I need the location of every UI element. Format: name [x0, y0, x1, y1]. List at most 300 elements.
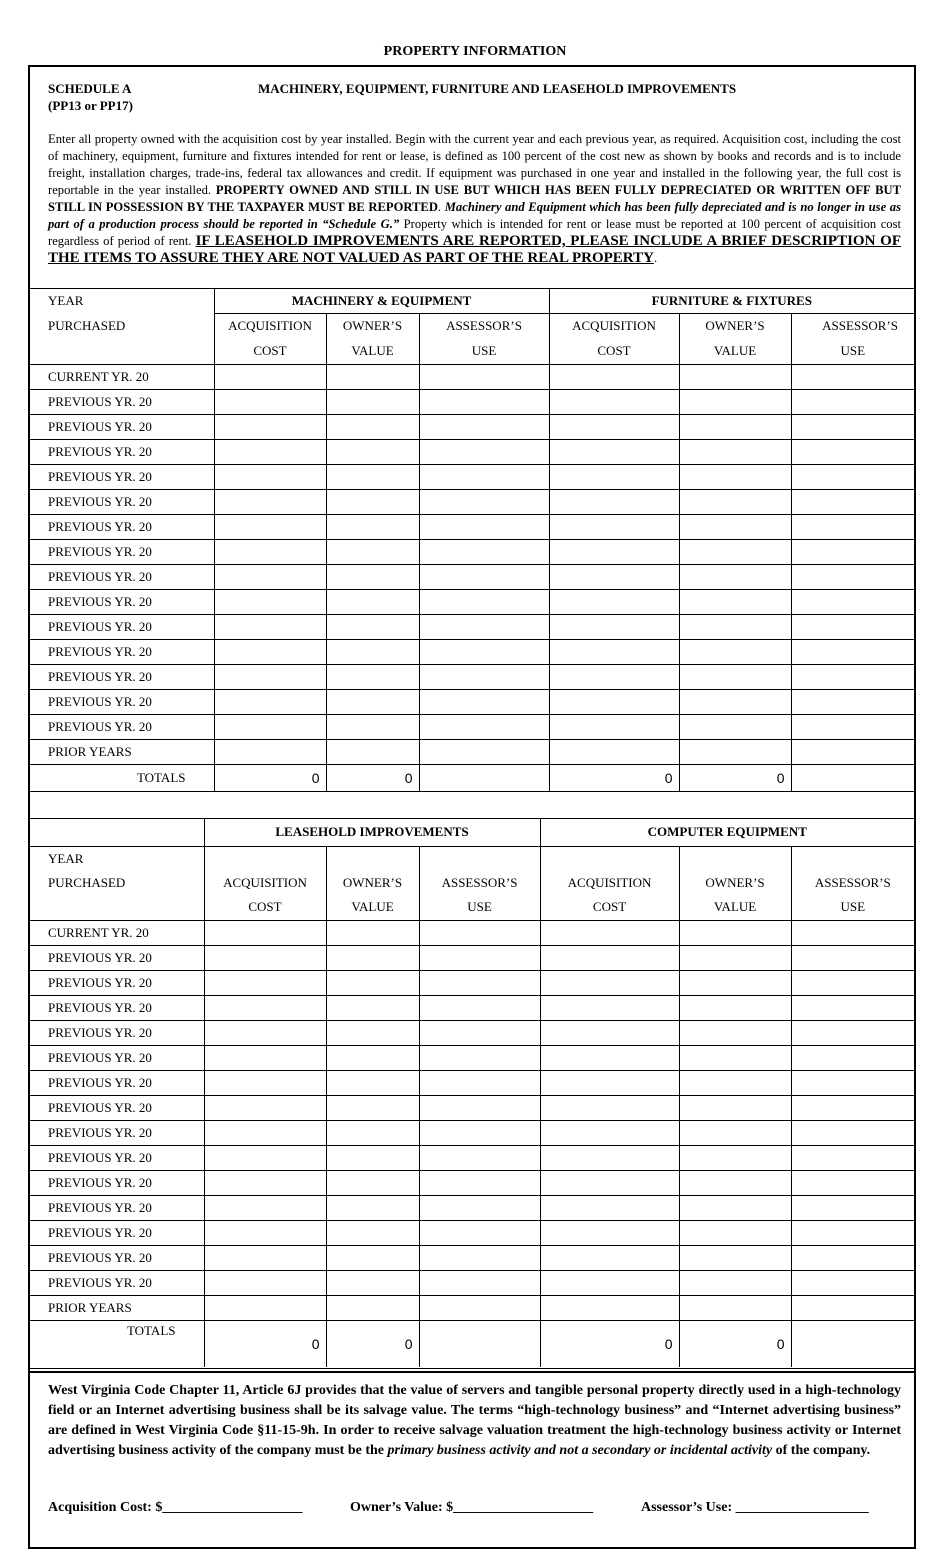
value-cell[interactable]	[679, 1271, 791, 1296]
value-cell[interactable]	[540, 1071, 679, 1096]
value-cell[interactable]	[549, 414, 679, 439]
value-cell[interactable]	[679, 439, 791, 464]
value-cell[interactable]	[679, 589, 791, 614]
year-header: YEAR	[48, 293, 84, 309]
value-cell[interactable]	[326, 946, 419, 971]
value-cell[interactable]	[679, 1021, 791, 1046]
value-cell[interactable]	[791, 514, 914, 539]
value-cell[interactable]	[204, 1246, 326, 1271]
value-cell[interactable]	[549, 639, 679, 664]
value-cell[interactable]	[204, 971, 326, 996]
ce-assessors-total[interactable]	[791, 1321, 914, 1367]
year-label: PREVIOUS YR. 20	[28, 1046, 204, 1071]
cost-header: COST	[214, 338, 326, 364]
value-cell[interactable]	[679, 921, 791, 946]
acquisition-header: ACQUISITION	[204, 871, 326, 895]
value-cell[interactable]	[791, 614, 914, 639]
table-row	[28, 514, 914, 539]
year-label: PREVIOUS YR. 20	[28, 489, 214, 514]
value-cell[interactable]	[204, 996, 326, 1021]
table-row	[28, 414, 914, 439]
value-cell[interactable]	[204, 946, 326, 971]
table-row	[28, 1221, 914, 1246]
year-label: PREVIOUS YR. 20	[28, 1121, 204, 1146]
year-label: PREVIOUS YR. 20	[28, 414, 214, 439]
totals-label: TOTALS	[28, 764, 214, 791]
ff-owners-total[interactable]: 0	[679, 764, 791, 791]
value-cell[interactable]	[679, 714, 791, 739]
ce-acquisition-total[interactable]: 0	[540, 1321, 679, 1367]
value-cell[interactable]	[679, 1046, 791, 1071]
value-cell[interactable]	[419, 1171, 540, 1196]
year-label: PREVIOUS YR. 20	[28, 714, 214, 739]
value-cell[interactable]	[791, 1221, 914, 1246]
value-cell[interactable]	[204, 1146, 326, 1171]
value-cell[interactable]	[679, 514, 791, 539]
value-cell[interactable]	[540, 971, 679, 996]
year-label: PREVIOUS YR. 20	[28, 689, 214, 714]
value-cell[interactable]	[419, 1021, 540, 1046]
instructions-text-1: Enter all property owned with the acquisition cost by year installed. Begin with the current year and each previous year, as required. Acquisition cost, including the cost of machinery, equipment, furniture and fixtures intended for rent or lease, is defined as 100 percent of the cost new as shown by books and records and is to include freight, installation charges, trade-ins, federal tax allowances and credit. If equipment was purchased in one year and installed in the following year, the full cost is reportable in the year installed.	[48, 132, 901, 197]
value-cell[interactable]	[204, 1121, 326, 1146]
value-cell[interactable]	[791, 1271, 914, 1296]
value-cell[interactable]	[679, 971, 791, 996]
cost-header: COST	[549, 338, 679, 364]
section-divider	[28, 1368, 914, 1369]
value-cell[interactable]	[326, 1121, 419, 1146]
value-cell[interactable]	[204, 1271, 326, 1296]
year-label: CURRENT YR. 20	[28, 921, 204, 946]
cost-header: COST	[540, 895, 679, 921]
page-title: PROPERTY INFORMATION	[383, 44, 567, 59]
value-cell[interactable]	[419, 714, 549, 739]
value-cell[interactable]	[214, 614, 326, 639]
value-cell[interactable]	[549, 564, 679, 589]
value-cell[interactable]	[419, 589, 549, 614]
value-cell[interactable]	[419, 946, 540, 971]
value-cell[interactable]	[326, 414, 419, 439]
value-cell[interactable]	[679, 414, 791, 439]
value-cell[interactable]	[791, 946, 914, 971]
wv-code-note	[48, 1381, 901, 1461]
year-label: PREVIOUS YR. 20	[28, 389, 214, 414]
value-cell[interactable]	[214, 364, 326, 389]
value-cell[interactable]	[791, 1146, 914, 1171]
value-cell[interactable]	[326, 1021, 419, 1046]
value-cell[interactable]	[214, 514, 326, 539]
value-cell[interactable]	[679, 946, 791, 971]
value-cell[interactable]	[791, 664, 914, 689]
value-cell[interactable]	[549, 489, 679, 514]
acquisition-cost-line[interactable]: Acquisition Cost: $____________________	[48, 1500, 303, 1515]
furniture-fixtures-header: FURNITURE & FIXTURES	[549, 289, 914, 314]
me-acquisition-total[interactable]: 0	[214, 764, 326, 791]
year-label: PREVIOUS YR. 20	[28, 946, 204, 971]
cost-header: COST	[204, 895, 326, 921]
year-label: PREVIOUS YR. 20	[28, 1246, 204, 1271]
value-cell[interactable]	[326, 1296, 419, 1321]
purchased-header: PURCHASED	[48, 317, 126, 333]
leasehold-computer-table	[28, 818, 914, 1367]
table-row	[28, 1271, 914, 1296]
ff-acquisition-total[interactable]: 0	[549, 764, 679, 791]
value-cell[interactable]	[419, 921, 540, 946]
wv-code-text: West Virginia Code Chapter 11, Article 6J provides that the value of servers and tangible personal property directly used in a high-technology field or an Internet advertising business shall be its salvage value. The terms “high-technology business” and “Internet advertising business” are defined in West Virginia Code §11-15-9h. In order to receive salvage valuation treatment the high-technology business activity or Internet advertising business activity of the company must be the	[48, 1383, 901, 1458]
value-cell[interactable]	[419, 739, 549, 764]
value-cell[interactable]	[540, 1021, 679, 1046]
value-cell[interactable]	[549, 614, 679, 639]
schedule-label-line2: (PP13 or PP17)	[48, 98, 133, 113]
value-cell[interactable]	[419, 389, 549, 414]
table-row	[28, 364, 914, 389]
table-row	[28, 1096, 914, 1121]
value-cell[interactable]	[326, 389, 419, 414]
value-cell[interactable]	[326, 971, 419, 996]
year-label: PREVIOUS YR. 20	[28, 1021, 204, 1046]
value-cell[interactable]	[419, 1271, 540, 1296]
value-cell[interactable]	[419, 1121, 540, 1146]
value-header: VALUE	[326, 338, 419, 364]
value-cell[interactable]	[791, 1071, 914, 1096]
value-cell[interactable]	[679, 1146, 791, 1171]
value-cell[interactable]	[326, 1221, 419, 1246]
value-cell[interactable]	[679, 1246, 791, 1271]
value-cell[interactable]	[326, 1171, 419, 1196]
me-owners-total[interactable]: 0	[326, 764, 419, 791]
value-cell[interactable]	[679, 1196, 791, 1221]
value-cell[interactable]	[791, 589, 914, 614]
value-cell[interactable]	[679, 1121, 791, 1146]
table-row	[28, 664, 914, 689]
value-cell[interactable]	[204, 1171, 326, 1196]
leasehold-improvements-header: LEASEHOLD IMPROVEMENTS	[204, 818, 540, 846]
value-cell[interactable]	[214, 589, 326, 614]
value-cell[interactable]	[540, 1171, 679, 1196]
year-label: PREVIOUS YR. 20	[28, 1271, 204, 1296]
value-cell[interactable]	[549, 739, 679, 764]
value-cell[interactable]	[791, 564, 914, 589]
value-cell[interactable]	[419, 1196, 540, 1221]
value-cell[interactable]	[549, 389, 679, 414]
value-cell[interactable]	[419, 664, 549, 689]
value-cell[interactable]	[549, 539, 679, 564]
value-cell[interactable]	[326, 439, 419, 464]
value-cell[interactable]	[419, 1296, 540, 1321]
value-cell[interactable]	[214, 689, 326, 714]
year-label: PRIOR YEARS	[28, 1296, 204, 1321]
value-cell[interactable]	[540, 996, 679, 1021]
value-cell[interactable]	[549, 664, 679, 689]
value-cell[interactable]	[326, 664, 419, 689]
value-cell[interactable]	[214, 439, 326, 464]
value-cell[interactable]	[791, 1171, 914, 1196]
value-cell[interactable]	[326, 364, 419, 389]
value-cell[interactable]	[326, 564, 419, 589]
year-header: YEAR	[48, 850, 84, 866]
value-cell[interactable]	[679, 664, 791, 689]
value-cell[interactable]	[549, 464, 679, 489]
totals-label: TOTALS	[126, 1323, 176, 1338]
year-label: PREVIOUS YR. 20	[28, 514, 214, 539]
value-cell[interactable]	[419, 364, 549, 389]
value-cell[interactable]	[419, 464, 549, 489]
value-cell[interactable]	[326, 921, 419, 946]
value-cell[interactable]	[791, 996, 914, 1021]
value-cell[interactable]	[326, 1046, 419, 1071]
value-cell[interactable]	[549, 364, 679, 389]
value-cell[interactable]	[214, 739, 326, 764]
value-cell[interactable]	[791, 1121, 914, 1146]
instructions-text-4: Property which is intended for rent or lease must be reported at 100 percent of acquisition cost regardless of period of rent.	[48, 217, 901, 248]
value-cell[interactable]	[204, 1046, 326, 1071]
year-label: CURRENT YR. 20	[28, 364, 214, 389]
year-label: PREVIOUS YR. 20	[28, 564, 214, 589]
value-cell[interactable]	[204, 1296, 326, 1321]
instructions-text-5-end: .	[653, 251, 658, 265]
value-cell[interactable]	[419, 1146, 540, 1171]
value-cell[interactable]	[326, 1246, 419, 1271]
value-cell[interactable]	[679, 739, 791, 764]
value-cell[interactable]	[540, 1296, 679, 1321]
value-cell[interactable]	[679, 689, 791, 714]
li-owners-total[interactable]: 0	[326, 1321, 419, 1367]
value-cell[interactable]	[679, 1071, 791, 1096]
value-cell[interactable]	[549, 439, 679, 464]
year-label: PREVIOUS YR. 20	[28, 1221, 204, 1246]
table-row	[28, 1121, 914, 1146]
value-cell[interactable]	[204, 1071, 326, 1096]
value-cell[interactable]	[419, 1246, 540, 1271]
instructions-text-3: Machinery and Equipment which has been fully depreciated and is no longer in use as part of a production process should be reported in “Schedule G.”	[48, 200, 902, 231]
value-cell[interactable]	[419, 539, 549, 564]
table-row	[28, 996, 914, 1021]
owners-value-line[interactable]: Owner’s Value: $____________________	[350, 1500, 594, 1515]
value-cell[interactable]	[791, 1296, 914, 1321]
value-cell[interactable]	[326, 1096, 419, 1121]
value-cell[interactable]	[679, 564, 791, 589]
year-label: PREVIOUS YR. 20	[28, 614, 214, 639]
table-row	[28, 564, 914, 589]
value-cell[interactable]	[419, 996, 540, 1021]
value-cell[interactable]	[419, 1221, 540, 1246]
value-cell[interactable]	[679, 364, 791, 389]
section-divider	[28, 1371, 914, 1373]
instructions-text-2: PROPERTY OWNED AND STILL IN USE BUT WHICH HAS BEEN FULLY DEPRECIATED OR WRITTEN OFF BUT STILL IN POSSESSION BY THE TAXPAYER MUST BE REPORTED	[48, 183, 901, 214]
value-cell[interactable]	[326, 996, 419, 1021]
value-cell[interactable]	[679, 1171, 791, 1196]
value-cell[interactable]	[419, 689, 549, 714]
schedule-title: MACHINERY, EQUIPMENT, FURNITURE AND LEASEHOLD IMPROVEMENTS	[258, 81, 737, 96]
value-cell[interactable]	[679, 614, 791, 639]
value-cell[interactable]	[419, 971, 540, 996]
year-label: PREVIOUS YR. 20	[28, 639, 214, 664]
li-assessors-total[interactable]	[419, 1321, 540, 1367]
value-cell[interactable]	[791, 921, 914, 946]
value-cell[interactable]	[791, 714, 914, 739]
table-row	[28, 589, 914, 614]
use-header: USE	[791, 338, 914, 364]
value-cell[interactable]	[419, 564, 549, 589]
use-header: USE	[791, 895, 914, 921]
value-cell[interactable]	[679, 489, 791, 514]
assessors-header: ASSESSOR’S	[791, 314, 914, 339]
value-cell[interactable]	[540, 1221, 679, 1246]
assessors-header: ASSESSOR’S	[419, 871, 540, 895]
use-header: USE	[419, 895, 540, 921]
value-cell[interactable]	[326, 1271, 419, 1296]
value-cell[interactable]	[791, 539, 914, 564]
ce-owners-total[interactable]: 0	[679, 1321, 791, 1367]
value-cell[interactable]	[214, 539, 326, 564]
value-cell[interactable]	[540, 946, 679, 971]
value-cell[interactable]	[549, 714, 679, 739]
value-cell[interactable]	[326, 739, 419, 764]
value-cell[interactable]	[791, 1196, 914, 1221]
owners-header: OWNER’S	[679, 314, 791, 339]
value-cell[interactable]	[204, 921, 326, 946]
value-cell[interactable]	[549, 689, 679, 714]
value-cell[interactable]	[326, 689, 419, 714]
table-row	[28, 489, 914, 514]
value-cell[interactable]	[419, 414, 549, 439]
value-cell[interactable]	[540, 1246, 679, 1271]
value-cell[interactable]	[326, 589, 419, 614]
value-cell[interactable]	[679, 1296, 791, 1321]
value-cell[interactable]	[419, 439, 549, 464]
value-header: VALUE	[679, 895, 791, 921]
li-acquisition-total[interactable]: 0	[204, 1321, 326, 1367]
value-cell[interactable]	[204, 1021, 326, 1046]
value-cell[interactable]	[679, 464, 791, 489]
value-cell[interactable]	[326, 539, 419, 564]
value-cell[interactable]	[214, 464, 326, 489]
value-cell[interactable]	[419, 614, 549, 639]
value-cell[interactable]	[326, 464, 419, 489]
table-row	[28, 389, 914, 414]
year-label: PREVIOUS YR. 20	[28, 971, 204, 996]
assessors-header: ASSESSOR’S	[419, 314, 549, 339]
value-cell[interactable]	[791, 739, 914, 764]
value-cell[interactable]	[791, 464, 914, 489]
purchased-header: PURCHASED	[48, 874, 126, 890]
value-cell[interactable]	[204, 1096, 326, 1121]
value-cell[interactable]	[419, 1046, 540, 1071]
value-cell[interactable]	[540, 1096, 679, 1121]
value-cell[interactable]	[679, 1096, 791, 1121]
value-cell[interactable]	[791, 971, 914, 996]
value-cell[interactable]	[214, 414, 326, 439]
value-cell[interactable]	[419, 1071, 540, 1096]
owners-header: OWNER’S	[326, 314, 419, 339]
value-header: VALUE	[679, 338, 791, 364]
year-label: PREVIOUS YR. 20	[28, 439, 214, 464]
value-cell[interactable]	[791, 689, 914, 714]
value-cell[interactable]	[204, 1221, 326, 1246]
machinery-furniture-table	[28, 288, 914, 792]
value-cell[interactable]	[679, 539, 791, 564]
value-cell[interactable]	[214, 489, 326, 514]
table-row	[28, 1021, 914, 1046]
computer-equipment-header: COMPUTER EQUIPMENT	[540, 818, 914, 846]
instructions-text-2-end: .	[437, 200, 445, 214]
value-cell[interactable]	[549, 514, 679, 539]
value-cell[interactable]	[549, 589, 679, 614]
table-row	[28, 614, 914, 639]
value-cell[interactable]	[214, 639, 326, 664]
value-cell[interactable]	[326, 614, 419, 639]
value-cell[interactable]	[540, 1046, 679, 1071]
table-row	[28, 1071, 914, 1096]
me-assessors-total[interactable]	[419, 764, 549, 791]
value-cell[interactable]	[791, 1046, 914, 1071]
value-cell[interactable]	[791, 489, 914, 514]
year-label: PREVIOUS YR. 20	[28, 1146, 204, 1171]
table-row	[28, 689, 914, 714]
value-cell[interactable]	[540, 921, 679, 946]
value-cell[interactable]	[326, 1146, 419, 1171]
value-cell[interactable]	[791, 439, 914, 464]
value-cell[interactable]	[326, 489, 419, 514]
value-cell[interactable]	[540, 1196, 679, 1221]
value-cell[interactable]	[214, 564, 326, 589]
value-cell[interactable]	[419, 489, 549, 514]
value-cell[interactable]	[791, 639, 914, 664]
value-cell[interactable]	[791, 1096, 914, 1121]
value-cell[interactable]	[326, 1071, 419, 1096]
year-label: PREVIOUS YR. 20	[28, 1071, 204, 1096]
owners-header: OWNER’S	[679, 871, 791, 895]
value-cell[interactable]	[419, 1096, 540, 1121]
schedule-label-line1: SCHEDULE A	[48, 81, 132, 96]
value-cell[interactable]	[326, 714, 419, 739]
table-row	[28, 439, 914, 464]
assessors-use-line[interactable]: Assessor’s Use: ___________________	[641, 1500, 869, 1515]
value-cell[interactable]	[791, 414, 914, 439]
table-row	[28, 714, 914, 739]
value-cell[interactable]	[326, 639, 419, 664]
value-cell[interactable]	[679, 389, 791, 414]
value-cell[interactable]	[204, 1196, 326, 1221]
wv-code-italic: primary business activity and not a secondary or incidental activity	[387, 1443, 773, 1458]
value-cell[interactable]	[540, 1146, 679, 1171]
table-row	[28, 1171, 914, 1196]
value-cell[interactable]	[540, 1121, 679, 1146]
acquisition-header: ACQUISITION	[549, 314, 679, 339]
value-cell[interactable]	[214, 389, 326, 414]
value-cell[interactable]	[214, 714, 326, 739]
instructions-paragraph	[48, 131, 901, 267]
value-cell[interactable]	[214, 664, 326, 689]
value-cell[interactable]	[326, 514, 419, 539]
value-cell[interactable]	[540, 1271, 679, 1296]
value-cell[interactable]	[791, 1021, 914, 1046]
owners-header: OWNER’S	[326, 871, 419, 895]
ff-assessors-total[interactable]	[791, 764, 914, 791]
value-cell[interactable]	[679, 639, 791, 664]
table-row	[28, 971, 914, 996]
value-cell[interactable]	[326, 1196, 419, 1221]
wv-code-end: of the company.	[772, 1443, 871, 1458]
value-cell[interactable]	[791, 1246, 914, 1271]
value-cell[interactable]	[679, 1221, 791, 1246]
value-cell[interactable]	[419, 514, 549, 539]
value-cell[interactable]	[791, 364, 914, 389]
year-label: PREVIOUS YR. 20	[28, 539, 214, 564]
year-label: PREVIOUS YR. 20	[28, 1196, 204, 1221]
value-cell[interactable]	[679, 996, 791, 1021]
value-cell[interactable]	[419, 639, 549, 664]
value-cell[interactable]	[791, 389, 914, 414]
